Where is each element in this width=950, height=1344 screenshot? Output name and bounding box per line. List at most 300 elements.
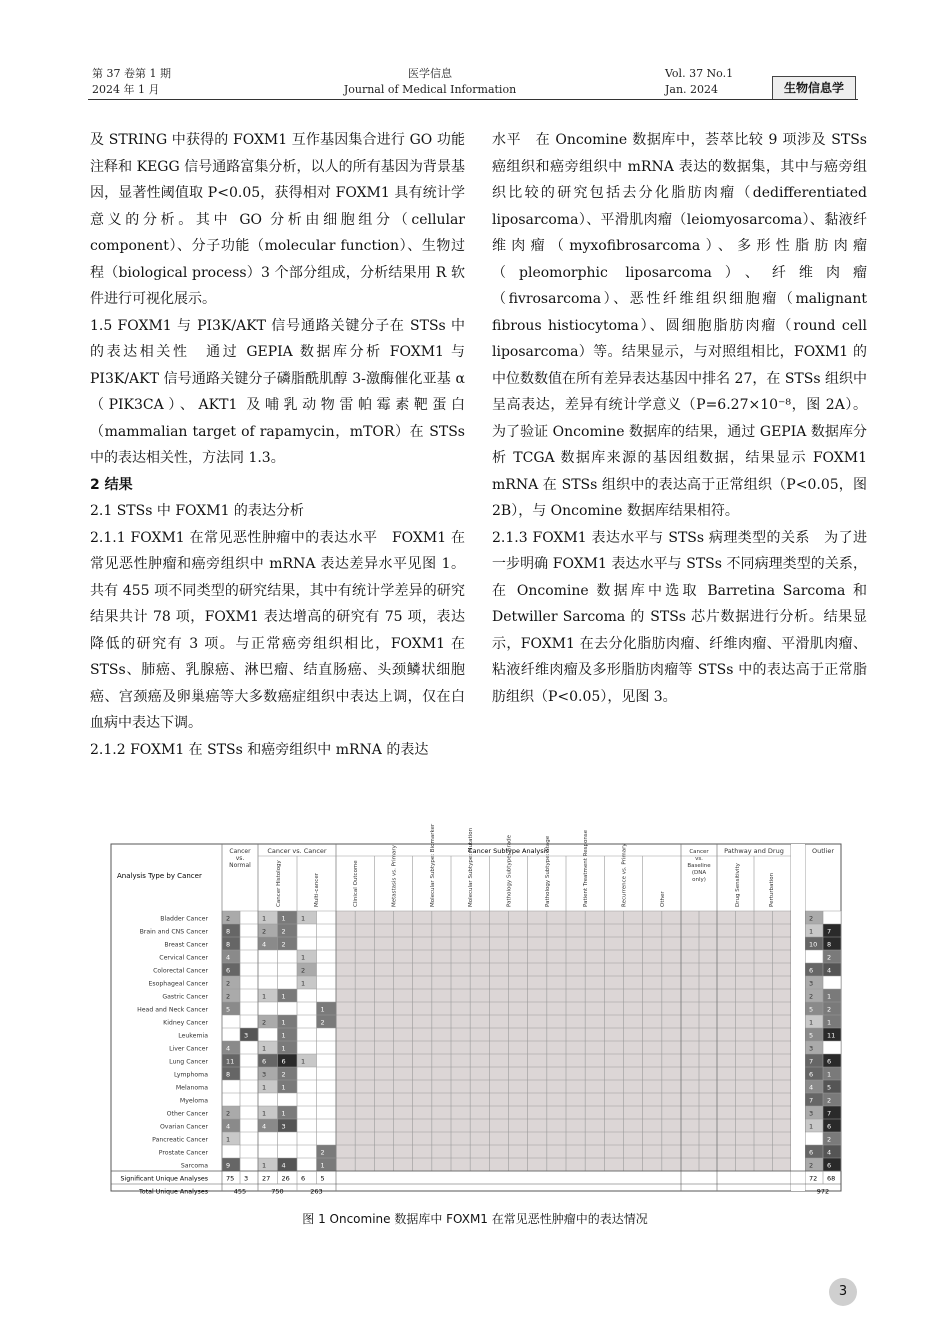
heat-cell [317, 950, 337, 963]
heat-cell [278, 1093, 298, 1106]
heat-cell [805, 1080, 823, 1093]
heat-cell [805, 976, 823, 989]
heat-cell [278, 976, 298, 989]
row-label: Ovarian Cancer [159, 1123, 208, 1131]
heat-cell [297, 1054, 317, 1067]
heat-cell [317, 924, 337, 937]
oncomine-grid [111, 823, 841, 1196]
journal-name [330, 66, 530, 98]
heat-cell [258, 976, 278, 989]
significant-value: 26 [281, 1174, 290, 1183]
row-label: Colorectal Cancer [153, 967, 208, 975]
cell-value: 3 [244, 1031, 249, 1040]
heat-cell [240, 1106, 258, 1119]
heat-cell [297, 924, 317, 937]
heat-cell [317, 1145, 337, 1158]
total-value: 972 [816, 1187, 830, 1196]
body-paragraph: 2.1.3 FOXM1 表达水平与 STSs 病理类型的关系 为了进一步明确 FOXM1 表达水平与 STSs 不同病理类型的关系，在 Oncomine 数据库中选取 Barretina Sarcoma 和 Detwiller Sarcoma 的 STSs 芯片数据进行分析。结果显示，FOXM1 在去分化脂肪肉瘤、纤维肉瘤、平滑肌肉瘤、粘液纤维肉瘤及多形脂肪肉瘤等 STSs 中的表达高于正常脂肪组织（P<0.05），见图 3。 [492, 529, 867, 705]
heat-cell [278, 963, 298, 976]
total-value: 263 [310, 1187, 323, 1196]
heat-cell [258, 1158, 278, 1171]
column-label: Recurrence vs. Primary [621, 843, 628, 907]
cell-value: 2 [320, 1018, 325, 1027]
cell-value: 2 [827, 953, 832, 962]
heat-cell [297, 1106, 317, 1119]
body-paragraph: 及 STRING 中获得的 FOXM1 互作基因集合进行 GO 功能注释和 KEGG 信号通路富集分析，以人的所有基因为背景基因，显著性阈值取 P<0.05，获得相对 FOXM1 具有统计学意义的分析。其中 GO 分析由细胞组分（cellular component）、分子功能（molecular function）、生物过程（biological process）3 个部分组成，分析结果用 R 软件进行可视化展示。 [90, 132, 465, 307]
heat-cell [297, 989, 317, 1002]
cell-value: 2 [809, 914, 814, 923]
group-cancer-vs-normal: Cancer vs. Normal [229, 848, 251, 869]
cell-value: 1 [809, 1122, 814, 1131]
heat-cell [805, 1067, 823, 1080]
heat-cell [317, 1002, 337, 1015]
journal-name-en: Journal of Medical Information [343, 83, 517, 96]
heat-cell [258, 924, 278, 937]
significant-value: 5 [320, 1174, 325, 1183]
cell-value: 1 [262, 1044, 267, 1053]
cell-value: 2 [827, 1096, 832, 1105]
group-cancer-vs-cancer: Cancer vs. Cancer [267, 847, 327, 855]
heat-cell [823, 911, 841, 924]
row-label: Cervical Cancer [159, 954, 208, 962]
row-label: Bladder Cancer [160, 915, 208, 923]
heat-cell [240, 950, 258, 963]
row-label: Lung Cancer [169, 1058, 208, 1066]
cell-value: 2 [262, 927, 267, 936]
cell-value: 2 [827, 1135, 832, 1144]
heat-cell [823, 1119, 841, 1132]
heat-cell [317, 1067, 337, 1080]
heat-cell [258, 1015, 278, 1028]
cell-value: 4 [262, 1122, 267, 1131]
heat-cell [222, 937, 240, 950]
heat-cell [278, 989, 298, 1002]
heat-cell [823, 1132, 841, 1145]
heat-cell [317, 963, 337, 976]
left-column [90, 127, 465, 763]
cell-value: 6 [809, 966, 814, 975]
group-cancer-vs-baseline: Cancer vs. Baseline (DNA only) [687, 849, 711, 883]
heat-cell [317, 976, 337, 989]
cell-value: 3 [281, 1122, 286, 1131]
row-label: Head and Neck Cancer [137, 1006, 208, 1014]
heat-cell [258, 1054, 278, 1067]
cell-value: 5 [809, 1031, 814, 1040]
cell-value: 1 [320, 1161, 325, 1170]
heat-cell [258, 950, 278, 963]
column-label: Other [659, 891, 666, 907]
heat-cell [278, 924, 298, 937]
significant-value: 6 [301, 1174, 306, 1183]
heat-cell [222, 1028, 240, 1041]
heat-cell [278, 911, 298, 924]
cell-value: 7 [827, 927, 832, 936]
heat-cell [297, 1067, 317, 1080]
heat-cell [805, 1119, 823, 1132]
row-label: Lymphoma [173, 1071, 208, 1079]
cell-value: 2 [226, 1109, 231, 1118]
heat-cell [317, 1158, 337, 1171]
heat-cell [317, 1132, 337, 1145]
cell-value: 1 [809, 1018, 814, 1027]
heat-cell [297, 976, 317, 989]
heat-cell [258, 963, 278, 976]
heat-cell [805, 924, 823, 937]
cell-value: 1 [281, 1109, 286, 1118]
column-label: Metastasis vs. Primary [391, 845, 398, 907]
heat-cell [278, 1145, 298, 1158]
cell-value: 1 [827, 1018, 832, 1027]
cell-value: 1 [281, 1031, 286, 1040]
cell-value: 4 [226, 1122, 231, 1131]
significant-value: 3 [244, 1174, 249, 1183]
column-label: Cancer Histology [276, 860, 282, 907]
cell-value: 1 [281, 1083, 286, 1092]
heat-cell [823, 963, 841, 976]
heat-cell [222, 1093, 240, 1106]
cell-value: 1 [301, 979, 306, 988]
cell-value: 8 [226, 1070, 231, 1079]
cell-value: 8 [226, 927, 231, 936]
significant-value: 68 [827, 1174, 836, 1183]
heat-cell [317, 1015, 337, 1028]
heat-cell [297, 1119, 317, 1132]
column-label: Perturbation [769, 872, 776, 907]
cell-value: 4 [262, 940, 267, 949]
heat-cell [258, 1106, 278, 1119]
heat-cell [258, 1132, 278, 1145]
heat-cell [222, 924, 240, 937]
heat-cell [805, 1132, 823, 1145]
cell-value: 10 [809, 940, 818, 949]
cell-value: 2 [827, 1005, 832, 1014]
heat-cell [805, 1041, 823, 1054]
heat-cell [823, 1015, 841, 1028]
row-label: Liver Cancer [169, 1045, 208, 1053]
heat-cell [258, 989, 278, 1002]
column-label: Pathology Subtype: Grade [506, 835, 513, 907]
row-header-label: Analysis Type by Cancer [117, 872, 202, 880]
heat-cell [297, 1041, 317, 1054]
heat-cell [823, 1106, 841, 1119]
section-badge: 生物信息学 [772, 76, 856, 100]
cell-value: 2 [226, 992, 231, 1001]
heat-cell [222, 1145, 240, 1158]
heat-cell [278, 1015, 298, 1028]
row-label: Esophageal Cancer [148, 980, 208, 988]
cell-value: 6 [226, 966, 231, 975]
heat-cell [278, 1080, 298, 1093]
cell-value: 1 [281, 992, 286, 1001]
cell-value: 1 [301, 1057, 306, 1066]
heat-cell [823, 1067, 841, 1080]
issue-volume: 第 37 卷第 1 期 [92, 67, 171, 80]
cell-value: 1 [226, 1135, 231, 1144]
heat-cell [823, 950, 841, 963]
cell-value: 1 [809, 927, 814, 936]
cell-value: 4 [226, 953, 231, 962]
heat-cell [278, 1041, 298, 1054]
cell-value: 4 [226, 1044, 231, 1053]
cell-value: 6 [281, 1057, 286, 1066]
heat-cell [240, 1119, 258, 1132]
journal-name-cn: 医学信息 [408, 67, 452, 80]
heat-cell [317, 1119, 337, 1132]
cell-value: 2 [226, 914, 231, 923]
cell-value: 8 [827, 940, 832, 949]
heat-cell [222, 1119, 240, 1132]
heat-cell [823, 1041, 841, 1054]
heat-cell [805, 1002, 823, 1015]
body-paragraph: 水平 在 Oncomine 数据库中，荟萃比较 9 项涉及 STSs 癌组织和癌旁组织中 mRNA 表达的数据集，其中与癌旁组织比较的研究包括去分化脂肪肉瘤（dedifferentiated liposarcoma）、平滑肌肉瘤（leiomyosarcoma）、黏液纤维肉瘤（myxofibrosarcoma）、多形性脂肪肉瘤（pleomorphic liposarcoma）、纤维肉瘤（fivrosarcoma）、恶性纤维组织细胞瘤（malignant fibrous histiocytoma）、圆细胞脂肪肉瘤（round cell liposarcoma）等。结果显示，与对照组相比，FOXM1 的中位数数值在所有差异表达基因中排名 27，在 STSs 组织中呈高表达，差异有统计学意义（P=6.27×10⁻⁸，图 2A）。为了验证 Oncomine 数据库的结果，通过 GEPIA 数据库分析 TCGA 数据库来源的基因组数据，结果显示 FOXM1 mRNA 在 STSs 组织中的表达高于正常组织（P<0.05，图 2B），与 Oncomine 数据库结果相符。 [492, 132, 867, 519]
cell-value: 6 [827, 1161, 832, 1170]
heat-cell [258, 1028, 278, 1041]
heat-cell [278, 1119, 298, 1132]
heat-cell [297, 911, 317, 924]
row-label: Melanoma [175, 1084, 208, 1092]
heat-cell [317, 989, 337, 1002]
row-label: Leukemia [178, 1032, 208, 1040]
heat-cell [258, 1080, 278, 1093]
cell-value: 4 [281, 1161, 286, 1170]
significant-value: 72 [809, 1174, 818, 1183]
significant-value: 75 [226, 1174, 235, 1183]
total-label: Total Unique Analyses [139, 1188, 208, 1196]
cell-value: 1 [262, 1109, 267, 1118]
cell-value: 2 [281, 1070, 286, 1079]
cell-value: 8 [226, 940, 231, 949]
heat-cell [317, 1028, 337, 1041]
column-label: Pathology Subtype: Stage [544, 835, 551, 907]
column-label: Molecular Subtype: Mutation [468, 827, 475, 907]
page-number: 3 [829, 1278, 857, 1306]
body-paragraph: 2.1.2 FOXM1 在 STSs 和癌旁组织中 mRNA 的表达 [90, 741, 429, 758]
heat-cell [297, 1015, 317, 1028]
cell-value: 6 [262, 1057, 267, 1066]
heat-cell [240, 1158, 258, 1171]
heat-cell [258, 1002, 278, 1015]
heat-cell [297, 963, 317, 976]
cell-value: 3 [809, 1109, 814, 1118]
cell-value: 3 [809, 1044, 814, 1053]
total-value: 455 [233, 1187, 247, 1196]
group-pathway-drug: Pathway and Drug [724, 847, 784, 855]
cell-value: 2 [301, 966, 306, 975]
date-en: Jan. 2024 [665, 83, 719, 96]
heat-cell [823, 1158, 841, 1171]
heat-cell [240, 1093, 258, 1106]
heat-cell [222, 1158, 240, 1171]
heat-cell [823, 924, 841, 937]
heat-cell [222, 989, 240, 1002]
heat-cell [240, 963, 258, 976]
cell-value: 4 [827, 1148, 832, 1157]
row-label: Prostate Cancer [158, 1149, 208, 1157]
significant-value: 27 [262, 1174, 271, 1183]
section-heading: 2 结果 [90, 476, 133, 493]
heat-cell [278, 1067, 298, 1080]
cell-value: 6 [809, 1148, 814, 1157]
cell-value: 5 [827, 1083, 832, 1092]
column-label: Patient Treatment Response [583, 829, 590, 907]
cell-value: 2 [809, 992, 814, 1001]
cell-value: 6 [827, 1122, 832, 1131]
heat-cell [222, 1080, 240, 1093]
group-cancer-subtype: Cancer Subtype Analysis [468, 847, 549, 855]
heat-cell [805, 1054, 823, 1067]
cell-value: 1 [827, 1070, 832, 1079]
cell-value: 7 [827, 1109, 832, 1118]
heat-cell [222, 1106, 240, 1119]
heat-cell [240, 989, 258, 1002]
heat-cell [805, 989, 823, 1002]
cell-value: 1 [301, 953, 306, 962]
heat-cell [222, 1132, 240, 1145]
row-label: Breast Cancer [164, 941, 208, 949]
cell-value: 1 [320, 1005, 325, 1014]
heat-cell [278, 1028, 298, 1041]
heat-cell [240, 1028, 258, 1041]
column-label: Multi-cancer [314, 873, 320, 907]
heat-cell [805, 1015, 823, 1028]
heat-cell [317, 937, 337, 950]
journal-issue [92, 66, 171, 98]
cell-value: 1 [301, 914, 306, 923]
heat-cell [823, 1093, 841, 1106]
heat-cell [317, 1041, 337, 1054]
heat-cell [805, 1158, 823, 1171]
heat-cell [258, 1093, 278, 1106]
row-label: Myeloma [179, 1097, 208, 1105]
heat-cell [222, 1067, 240, 1080]
heat-cell [222, 911, 240, 924]
heat-cell [278, 1002, 298, 1015]
journal-volume-en [665, 66, 733, 98]
cell-value: 4 [827, 966, 832, 975]
total-value: 750 [271, 1187, 284, 1196]
heat-cell [297, 1145, 317, 1158]
cell-value: 2 [281, 940, 286, 949]
cell-value: 1 [281, 1018, 286, 1027]
heat-cell [222, 1041, 240, 1054]
heat-cell [278, 950, 298, 963]
heat-cell [240, 1002, 258, 1015]
heat-cell [297, 937, 317, 950]
heat-cell [805, 1106, 823, 1119]
heat-cell [823, 976, 841, 989]
heat-cell [258, 1041, 278, 1054]
right-column [492, 127, 867, 710]
cell-value: 1 [262, 992, 267, 1001]
heat-cell [805, 1028, 823, 1041]
gap-column [791, 844, 805, 1191]
heat-cell [297, 950, 317, 963]
heat-cell [805, 1093, 823, 1106]
cell-value: 3 [809, 979, 814, 988]
heat-cell [222, 1015, 240, 1028]
column-label: Clinical Outcome [353, 860, 360, 907]
cell-value: 5 [809, 1005, 814, 1014]
cell-value: 3 [262, 1070, 267, 1079]
heat-cell [240, 911, 258, 924]
heat-cell [823, 1080, 841, 1093]
heat-cell [222, 963, 240, 976]
cell-value: 1 [262, 914, 267, 923]
heat-cell [317, 911, 337, 924]
heat-cell [317, 1093, 337, 1106]
heat-cell [805, 963, 823, 976]
heat-cell [805, 950, 823, 963]
row-label: Brain and CNS Cancer [139, 928, 208, 936]
cell-value: 11 [226, 1057, 235, 1066]
heat-cell [823, 1002, 841, 1015]
heat-cell [240, 1132, 258, 1145]
cell-value: 6 [827, 1057, 832, 1066]
heat-cell [278, 1158, 298, 1171]
cell-value: 4 [809, 1083, 814, 1092]
significant-label: Significant Unique Analyses [120, 1175, 208, 1183]
row-label: Other Cancer [166, 1110, 208, 1118]
heat-cell [240, 1080, 258, 1093]
heat-cell [297, 1002, 317, 1015]
subsection-heading: 2.1 STSs 中 FOXM1 的表达分析 [90, 503, 304, 519]
heat-cell [240, 1067, 258, 1080]
heat-cell [297, 1028, 317, 1041]
cell-value: 7 [809, 1096, 814, 1105]
heat-cell [278, 937, 298, 950]
heat-cell [823, 989, 841, 1002]
heat-cell [297, 1080, 317, 1093]
cell-value: 7 [809, 1057, 814, 1066]
row-label: Pancreatic Cancer [152, 1136, 208, 1144]
heat-cell [240, 1145, 258, 1158]
column-label: Molecular Subtype: Biomarker [429, 823, 436, 907]
heat-cell [258, 911, 278, 924]
heat-cell [258, 1145, 278, 1158]
cell-value: 1 [262, 1161, 267, 1170]
volume-en: Vol. 37 No.1 [665, 67, 734, 80]
heat-cell [258, 1119, 278, 1132]
figure-1-oncomine-table [111, 823, 841, 1196]
cell-value: 2 [320, 1148, 325, 1157]
heat-cell [240, 937, 258, 950]
heat-cell [278, 1132, 298, 1145]
header-divider [88, 99, 858, 100]
heat-cell [317, 1080, 337, 1093]
heat-cell [240, 1041, 258, 1054]
cell-value: 9 [226, 1161, 231, 1170]
cell-value: 1 [262, 1083, 267, 1092]
heat-cell [805, 1145, 823, 1158]
heat-cell [823, 1145, 841, 1158]
body-paragraph: 2.1.1 FOXM1 在常见恶性肿瘤中的表达水平 FOXM1 在常见恶性肿瘤和癌旁组织中 mRNA 表达差异水平见图 1。共有 455 项不同类型的研究结果，其中有统计学差异的研究结果共计 78 项，FOXM1 表达增高的研究有 75 项，表达降低的研究有 3 项。与正常癌旁组织相比，FOXM1 在 STSs、肺癌、乳腺癌、淋巴瘤、结直肠癌、头颈鳞状细胞癌、宫颈癌及卵巢癌等大多数癌症组织中表达上调，仅在白血病中表达下调。 [90, 529, 465, 731]
heat-cell [222, 950, 240, 963]
cell-value: 2 [226, 979, 231, 988]
heat-cell [222, 976, 240, 989]
cell-value: 6 [809, 1070, 814, 1079]
row-label: Sarcoma [180, 1162, 208, 1170]
heat-cell [805, 911, 823, 924]
body-paragraph: 1.5 FOXM1 与 PI3K/AKT 信号通路关键分子在 STSs 中的表达相关性 通过 GEPIA 数据库分析 FOXM1 与 PI3K/AKT 信号通路关键分子磷脂酰肌醇 3-激酶催化亚基 α（PIK3CA）、AKT1 及哺乳动物雷帕霉素靶蛋白（mammalian target of rapamycin，mTOR）在 STSs 中的表达相关性，方法同 1.3。 [90, 317, 465, 466]
figure-caption: 图 1 Oncomine 数据库中 FOXM1 在常见恶性肿瘤中的表达情况 [302, 1212, 648, 1226]
issue-date: 2024 年 1 月 [92, 83, 160, 96]
heat-cell [278, 1054, 298, 1067]
heat-cell [317, 1054, 337, 1067]
cell-value: 1 [281, 1044, 286, 1053]
heat-cell [258, 1067, 278, 1080]
heat-cell [240, 924, 258, 937]
heat-cell [258, 937, 278, 950]
